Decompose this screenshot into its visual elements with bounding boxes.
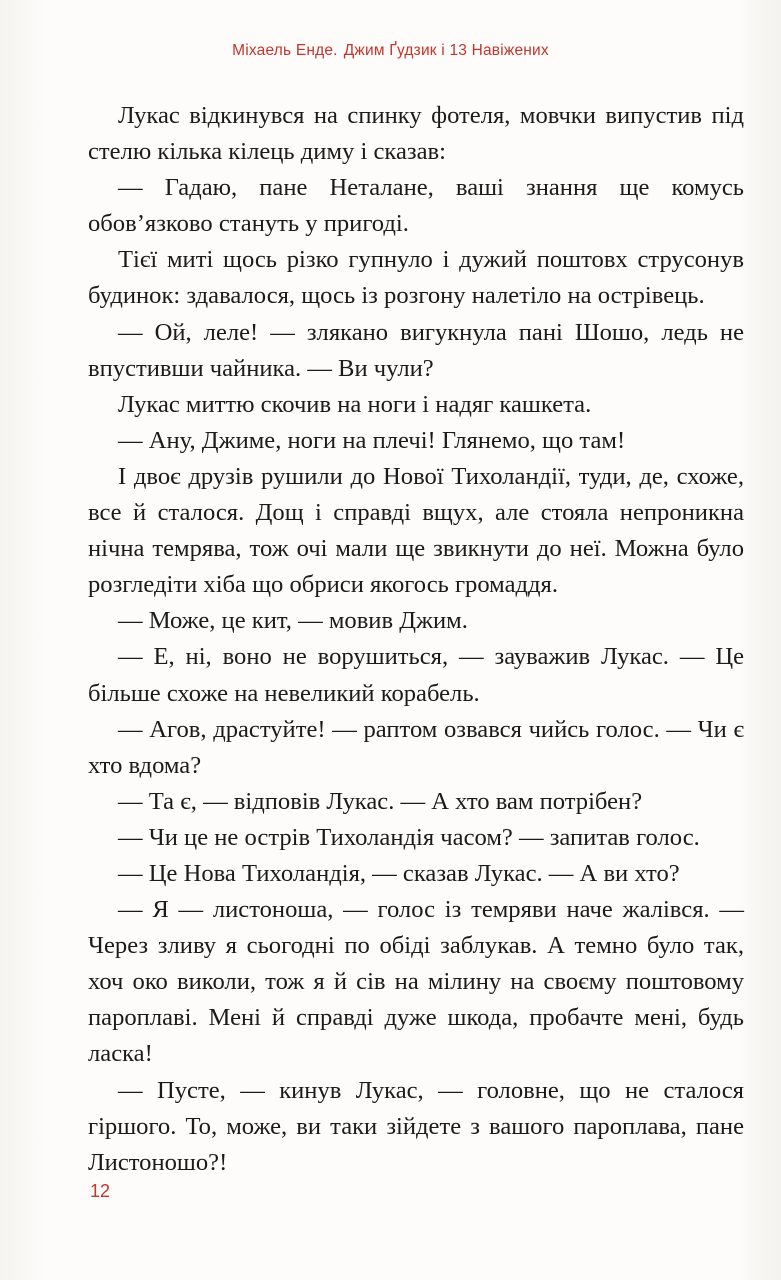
paragraph: — Чи це не острів Тихоландія часом? — запитав голос.: [118, 823, 700, 851]
paragraph: — Пусте, — кинув Лукас, — головне, що не сталося гіршого. То, може, ви таки зійдете з вашого пароплава, пане Листоношо?!: [88, 1076, 744, 1176]
paragraph: — Та є, — відповів Лукас. — А хто вам потрібен?: [118, 787, 643, 815]
paragraph: — Ану, Джиме, ноги на плечі! Глянемо, що там!: [118, 426, 626, 454]
paragraph: І двоє друзів рушили до Нової Тихоландії, туди, де, схоже, все й сталося. Дощ і справді вщух, але стояла непроникна нічна темрява, тож очі мали ще звикнути до неї. Можна було розгледіти хіба що обриси якогось громаддя.: [88, 462, 744, 599]
paragraph: Тієї миті щось різко гупнуло і дужий поштовх струсонув будинок: здавалося, щось із розгону налетіло на острівець.: [88, 246, 744, 310]
paragraph: — Може, це кит, — мовив Джим.: [118, 607, 468, 635]
paragraph: — Це Нова Тихоландія, — сказав Лукас. — А ви хто?: [118, 859, 680, 887]
paragraph: — Е, ні, воно не ворушиться, — зауважив Лукас. — Це більше схоже на невеликий корабель.: [88, 643, 744, 707]
paragraph: — Я — листоноша, — голос із темряви наче жалівся. — Через зливу я сьогодні по обіді заблукав. А темно було так, хоч око виколи, тож я й сів на мілину на своєму поштовому пароплаві. Мені й справді дуже шкода, пробачте мені, будь ласка!: [88, 896, 744, 1068]
page-number: 12: [90, 1181, 111, 1201]
paragraph: — Ой, леле! — злякано вигукнула пані Шошо, ледь не впустивши чайника. — Ви чули?: [88, 318, 744, 382]
paragraph: Лукас відкинувся на спинку фотеля, мовчки випустив під стелю кілька кілець диму і сказав:: [88, 102, 744, 166]
paragraph: — Гадаю, пане Неталане, ваші знання ще комусь обов’язково стануть у пригоді.: [88, 174, 744, 238]
header-author: Міхаель Енде.: [232, 42, 338, 59]
running-header: [0, 42, 781, 60]
body-text: [88, 98, 744, 1181]
paragraph: — Агов, драстуйте! — раптом озвався чийсь голос. — Чи є хто вдома?: [88, 715, 744, 779]
paragraph: Лукас миттю скочив на ноги і надяг кашкета.: [118, 390, 592, 418]
header-title: Джим Ґудзик і 13 Навіжених: [343, 42, 549, 59]
